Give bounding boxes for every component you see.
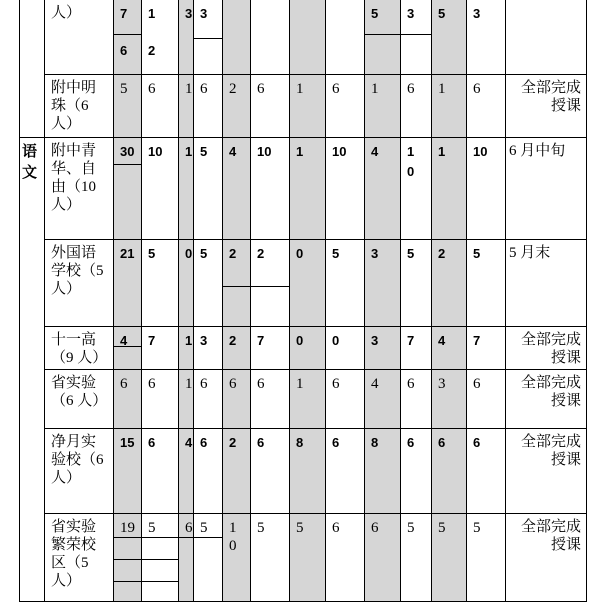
table-cell: 6 bbox=[120, 43, 128, 58]
shade-col-9 bbox=[364, 0, 400, 602]
inner-line bbox=[222, 286, 289, 287]
school-name: 省实验 繁荣校 区（5 人） bbox=[51, 519, 97, 589]
table-cell: 6 bbox=[473, 376, 481, 392]
shade-col-11 bbox=[431, 0, 466, 602]
table-cell: 6 bbox=[332, 376, 340, 392]
vline bbox=[505, 0, 506, 602]
table-cell: 6 bbox=[407, 435, 415, 450]
table-cell: 10 bbox=[332, 144, 347, 159]
table-cell: 3 bbox=[407, 6, 415, 21]
table-cell: 8 bbox=[371, 435, 379, 450]
status-text: 全部完成 授课 bbox=[520, 332, 581, 366]
table-cell: 5 bbox=[200, 520, 208, 536]
table-cell: 4 bbox=[371, 376, 379, 392]
vline bbox=[222, 0, 223, 602]
status-text: 5 月末 bbox=[509, 245, 551, 261]
table-cell: 0 bbox=[296, 246, 304, 261]
table-cell: 1 bbox=[438, 144, 446, 159]
table-cell: 1 bbox=[438, 81, 446, 97]
vline bbox=[325, 0, 326, 602]
table-cell: 2 bbox=[257, 246, 265, 261]
table-cell: 3 bbox=[200, 333, 208, 348]
hline bbox=[19, 137, 587, 138]
table-cell: 0 bbox=[296, 333, 304, 348]
table-cell: 3 bbox=[438, 376, 446, 392]
table-cell: 0 bbox=[229, 538, 237, 554]
table-cell: 5 bbox=[148, 520, 156, 536]
inner-line bbox=[113, 34, 141, 35]
table-cell: 10 bbox=[257, 144, 272, 159]
table-cell: 4 bbox=[185, 435, 193, 450]
table-cell: 4 bbox=[371, 144, 379, 159]
shade-col-7 bbox=[289, 0, 325, 602]
subject-label: 语 文 bbox=[22, 143, 38, 181]
vline bbox=[193, 0, 194, 602]
vline bbox=[250, 0, 251, 602]
table-cell: 4 bbox=[229, 144, 237, 159]
table-cell: 8 bbox=[296, 435, 304, 450]
table-cell: 5 bbox=[473, 520, 481, 536]
table-cell: 2 bbox=[229, 333, 237, 348]
table-cell: 10 bbox=[148, 144, 163, 159]
table-cell: 1 bbox=[371, 81, 379, 97]
table-cell: 5 bbox=[148, 246, 156, 261]
table-cell: 6 bbox=[200, 376, 208, 392]
table-cell: 6 bbox=[257, 435, 265, 450]
table-cell: 6 bbox=[229, 376, 237, 392]
status-text: 6 月中旬 bbox=[509, 143, 566, 159]
school-name: 附中青 华、自 由（10 人） bbox=[51, 143, 97, 213]
table-cell: 3 bbox=[371, 333, 379, 348]
table-cell: 6 bbox=[407, 81, 415, 97]
table-cell: 6 bbox=[332, 81, 340, 97]
status-text: 全部完成 授课 bbox=[520, 519, 581, 553]
table-cell: 19 bbox=[120, 520, 135, 536]
school-name: 附中明 珠（6 人） bbox=[51, 80, 97, 132]
table-cell: 6 bbox=[257, 81, 265, 97]
vline-left bbox=[19, 0, 20, 602]
inner-line bbox=[193, 38, 222, 39]
table-cell: 2 bbox=[229, 246, 237, 261]
school-name: 省实验 （6 人） bbox=[51, 375, 108, 409]
status-text: 全部完成 授课 bbox=[520, 375, 581, 409]
table-cell: 7 bbox=[148, 333, 156, 348]
table-cell: 5 bbox=[332, 246, 340, 261]
table-cell: 2 bbox=[438, 246, 446, 261]
table-cell: 6 bbox=[148, 376, 156, 392]
table-cell: 6 bbox=[371, 520, 379, 536]
inner-line bbox=[113, 537, 222, 538]
table-cell: 0 bbox=[185, 246, 193, 261]
table-cell: 1 bbox=[296, 144, 304, 159]
table-cell: 7 bbox=[407, 333, 415, 348]
table-cell: 1 bbox=[407, 144, 415, 159]
table-cell: 3 bbox=[473, 6, 481, 21]
table-cell: 1 bbox=[296, 376, 304, 392]
table-cell: 5 bbox=[473, 246, 481, 261]
status-text: 全部完成 授课 bbox=[520, 434, 581, 468]
school-name: 净月实 验校（6 人） bbox=[51, 434, 104, 486]
vline bbox=[44, 0, 45, 602]
table-cell: 6 bbox=[148, 435, 156, 450]
table-cell: 5 bbox=[438, 6, 446, 21]
vline bbox=[431, 0, 432, 602]
table-cell: 15 bbox=[120, 435, 135, 450]
table-cell: 0 bbox=[407, 164, 415, 179]
table-cell: 5 bbox=[200, 246, 208, 261]
table-cell: 1 bbox=[185, 81, 193, 97]
table-cell: 4 bbox=[120, 333, 128, 348]
table-cell: 7 bbox=[257, 333, 265, 348]
vline-right bbox=[586, 0, 587, 602]
inner-line bbox=[364, 34, 431, 35]
table-cell: 5 bbox=[371, 6, 379, 21]
hline bbox=[44, 369, 587, 370]
table-cell: 6 bbox=[200, 81, 208, 97]
table-cell: 6 bbox=[407, 376, 415, 392]
table-cell: 3 bbox=[200, 6, 208, 21]
inner-line bbox=[113, 581, 178, 582]
table-cell: 6 bbox=[120, 376, 128, 392]
school-name: 十一高 （9 人） bbox=[51, 332, 108, 366]
table-cell: 5 bbox=[296, 520, 304, 536]
table-cell: 5 bbox=[120, 81, 128, 97]
hline bbox=[44, 74, 587, 75]
status-text: 全部完成 授课 bbox=[520, 80, 581, 114]
table-cell: 7 bbox=[473, 333, 481, 348]
vline bbox=[113, 0, 114, 602]
vline bbox=[141, 0, 142, 602]
table-cell: 6 bbox=[148, 81, 156, 97]
table-cell: 7 bbox=[120, 6, 128, 21]
table-cell: 5 bbox=[200, 144, 208, 159]
inner-line bbox=[113, 164, 141, 165]
table-cell: 6 bbox=[257, 376, 265, 392]
table-cell: 1 bbox=[185, 376, 193, 392]
table-cell: 6 bbox=[332, 520, 340, 536]
inner-line bbox=[113, 559, 178, 560]
table-cell: 1 bbox=[185, 144, 193, 159]
table-cell: 2 bbox=[229, 81, 237, 97]
table-cell: 30 bbox=[120, 144, 135, 159]
table-cell: 1 bbox=[185, 333, 193, 348]
table-cell: 5 bbox=[438, 520, 446, 536]
table-cell: 21 bbox=[120, 246, 135, 261]
vline bbox=[289, 0, 290, 602]
table-cell: 5 bbox=[407, 520, 415, 536]
table-cell: 1 bbox=[229, 520, 237, 536]
table-cell: 6 bbox=[200, 435, 208, 450]
school-name: 人） bbox=[51, 5, 82, 21]
table-cell: 2 bbox=[229, 435, 237, 450]
vline bbox=[400, 0, 401, 602]
table-cell: 6 bbox=[473, 81, 481, 97]
table-cell: 1 bbox=[148, 6, 156, 21]
table-cell: 3 bbox=[185, 6, 193, 21]
hline bbox=[44, 326, 587, 327]
table-cell: 6 bbox=[473, 435, 481, 450]
table-cell: 3 bbox=[371, 246, 379, 261]
table-cell: 6 bbox=[332, 435, 340, 450]
table-cell: 10 bbox=[473, 144, 488, 159]
hline bbox=[44, 239, 587, 240]
table-cell: 4 bbox=[438, 333, 446, 348]
table-cell: 5 bbox=[257, 520, 265, 536]
hline bbox=[44, 428, 587, 429]
table-cell: 0 bbox=[332, 333, 340, 348]
vline bbox=[364, 0, 365, 602]
table-cell: 1 bbox=[296, 81, 304, 97]
table-cell: 6 bbox=[438, 435, 446, 450]
table-cell: 2 bbox=[148, 43, 156, 58]
hline bbox=[44, 513, 587, 514]
school-name: 外国语 学校（5 人） bbox=[51, 245, 104, 297]
vline bbox=[178, 0, 179, 602]
table-cell: 5 bbox=[407, 246, 415, 261]
vline bbox=[466, 0, 467, 602]
table-cell: 6 bbox=[185, 520, 193, 536]
